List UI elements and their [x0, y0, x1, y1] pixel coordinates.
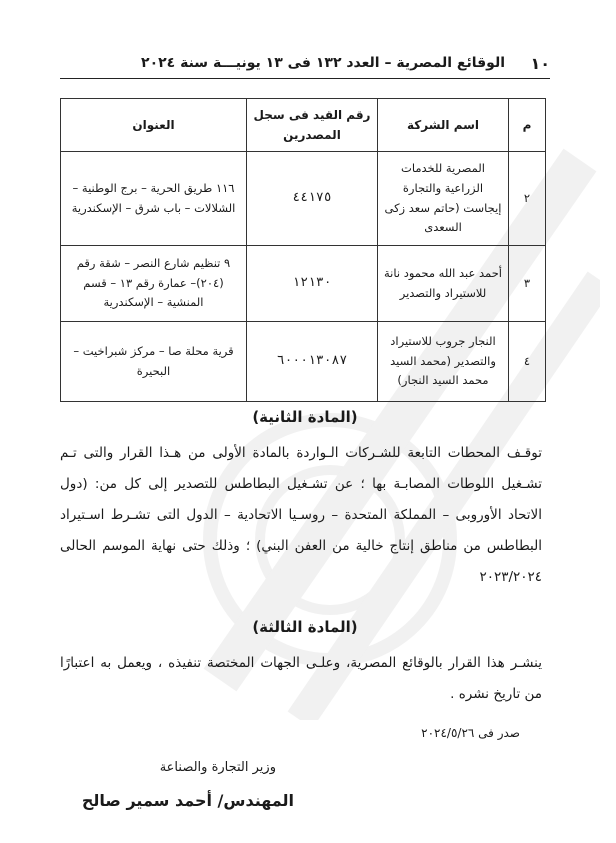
- registration-number: ٤٤١٧٥: [247, 152, 378, 246]
- col-header-registration: رقم القيد فى سجل المصدرين: [247, 99, 378, 152]
- article-3-title: (المادة الثالثة): [252, 618, 358, 636]
- col-header-number: م: [509, 99, 546, 152]
- page-number: ١٠: [530, 54, 550, 73]
- table-row: [61, 246, 546, 322]
- article-3-text: ينشـر هذا القرار بالوقائع المصرية، وعلـى الجهات المختصة تنفيذه ، ويعمل به اعتبارًا من تاريخ نشره .: [60, 655, 542, 702]
- companies-table: [60, 98, 546, 402]
- article-2-title: (المادة الثانية): [252, 408, 358, 426]
- registration-number: ٦٠٠٠١٣٠٨٧: [247, 322, 378, 402]
- article-2-text: توقـف المحطات التابعة للشـركات الـواردة بالمادة الأولى من هـذا القرار والتى تـم تشـغيل اللوطات المصابـة بها ؛ عن تشـغيل البطاطس للتصدير إلى كل من: (دول الاتحاد الأوروبى – المملكة المتحدة – روسـيا الاتحادية – الدول التى تشـرط اسـتيراد البطاطس من مناطق إنتاج خالية من العفن البني) ؛ وذلك حتى نهاية الموسم الحالى ٢٠٢٣/٢٠٢٤: [60, 445, 542, 585]
- company-address: ٩ تنظيم شارع النصر – شقة رقم (٢٠٤)– عمارة رقم ١٣ – قسم المنشية – الإسكندرية: [61, 246, 247, 322]
- row-number: ٤: [509, 322, 546, 402]
- company-name: المصرية للخدمات الزراعية والتجارة إيجاست (حاتم سعد زكى السعدى: [378, 152, 509, 246]
- row-number: ٢: [509, 152, 546, 246]
- table-row: [61, 152, 546, 246]
- col-header-company: اسم الشركة: [378, 99, 509, 152]
- issue-date: صدر فى ٢٠٢٤/٥/٢٦: [421, 726, 520, 740]
- table-header-row: [61, 99, 546, 152]
- company-address: ١١٦ طريق الحرية – برج الوطنية – الشلالات – باب شرق – الإسكندرية: [61, 152, 247, 246]
- signer-name: المهندس/ أحمد سمير صالح: [81, 791, 294, 810]
- company-address: قرية محلة صا – مركز شبراخيت – البحيرة: [61, 322, 247, 402]
- table-row: [61, 322, 546, 402]
- page-header: [60, 52, 550, 79]
- company-name: النجار جروب للاستيراد والتصدير (محمد السيد محمد السيد النجار): [378, 322, 509, 402]
- minister-title: وزير التجارة والصناعة: [159, 760, 276, 775]
- company-name: أحمد عبد الله محمود نانة للاستيراد والتصدير: [378, 246, 509, 322]
- col-header-address: العنوان: [61, 99, 247, 152]
- row-number: ٣: [509, 246, 546, 322]
- gazette-title: الوقائع المصرية – العدد ١٣٢ فى ١٣ يونيـــة سنة ٢٠٢٤: [141, 55, 505, 71]
- registration-number: ١٢١٣٠: [247, 246, 378, 322]
